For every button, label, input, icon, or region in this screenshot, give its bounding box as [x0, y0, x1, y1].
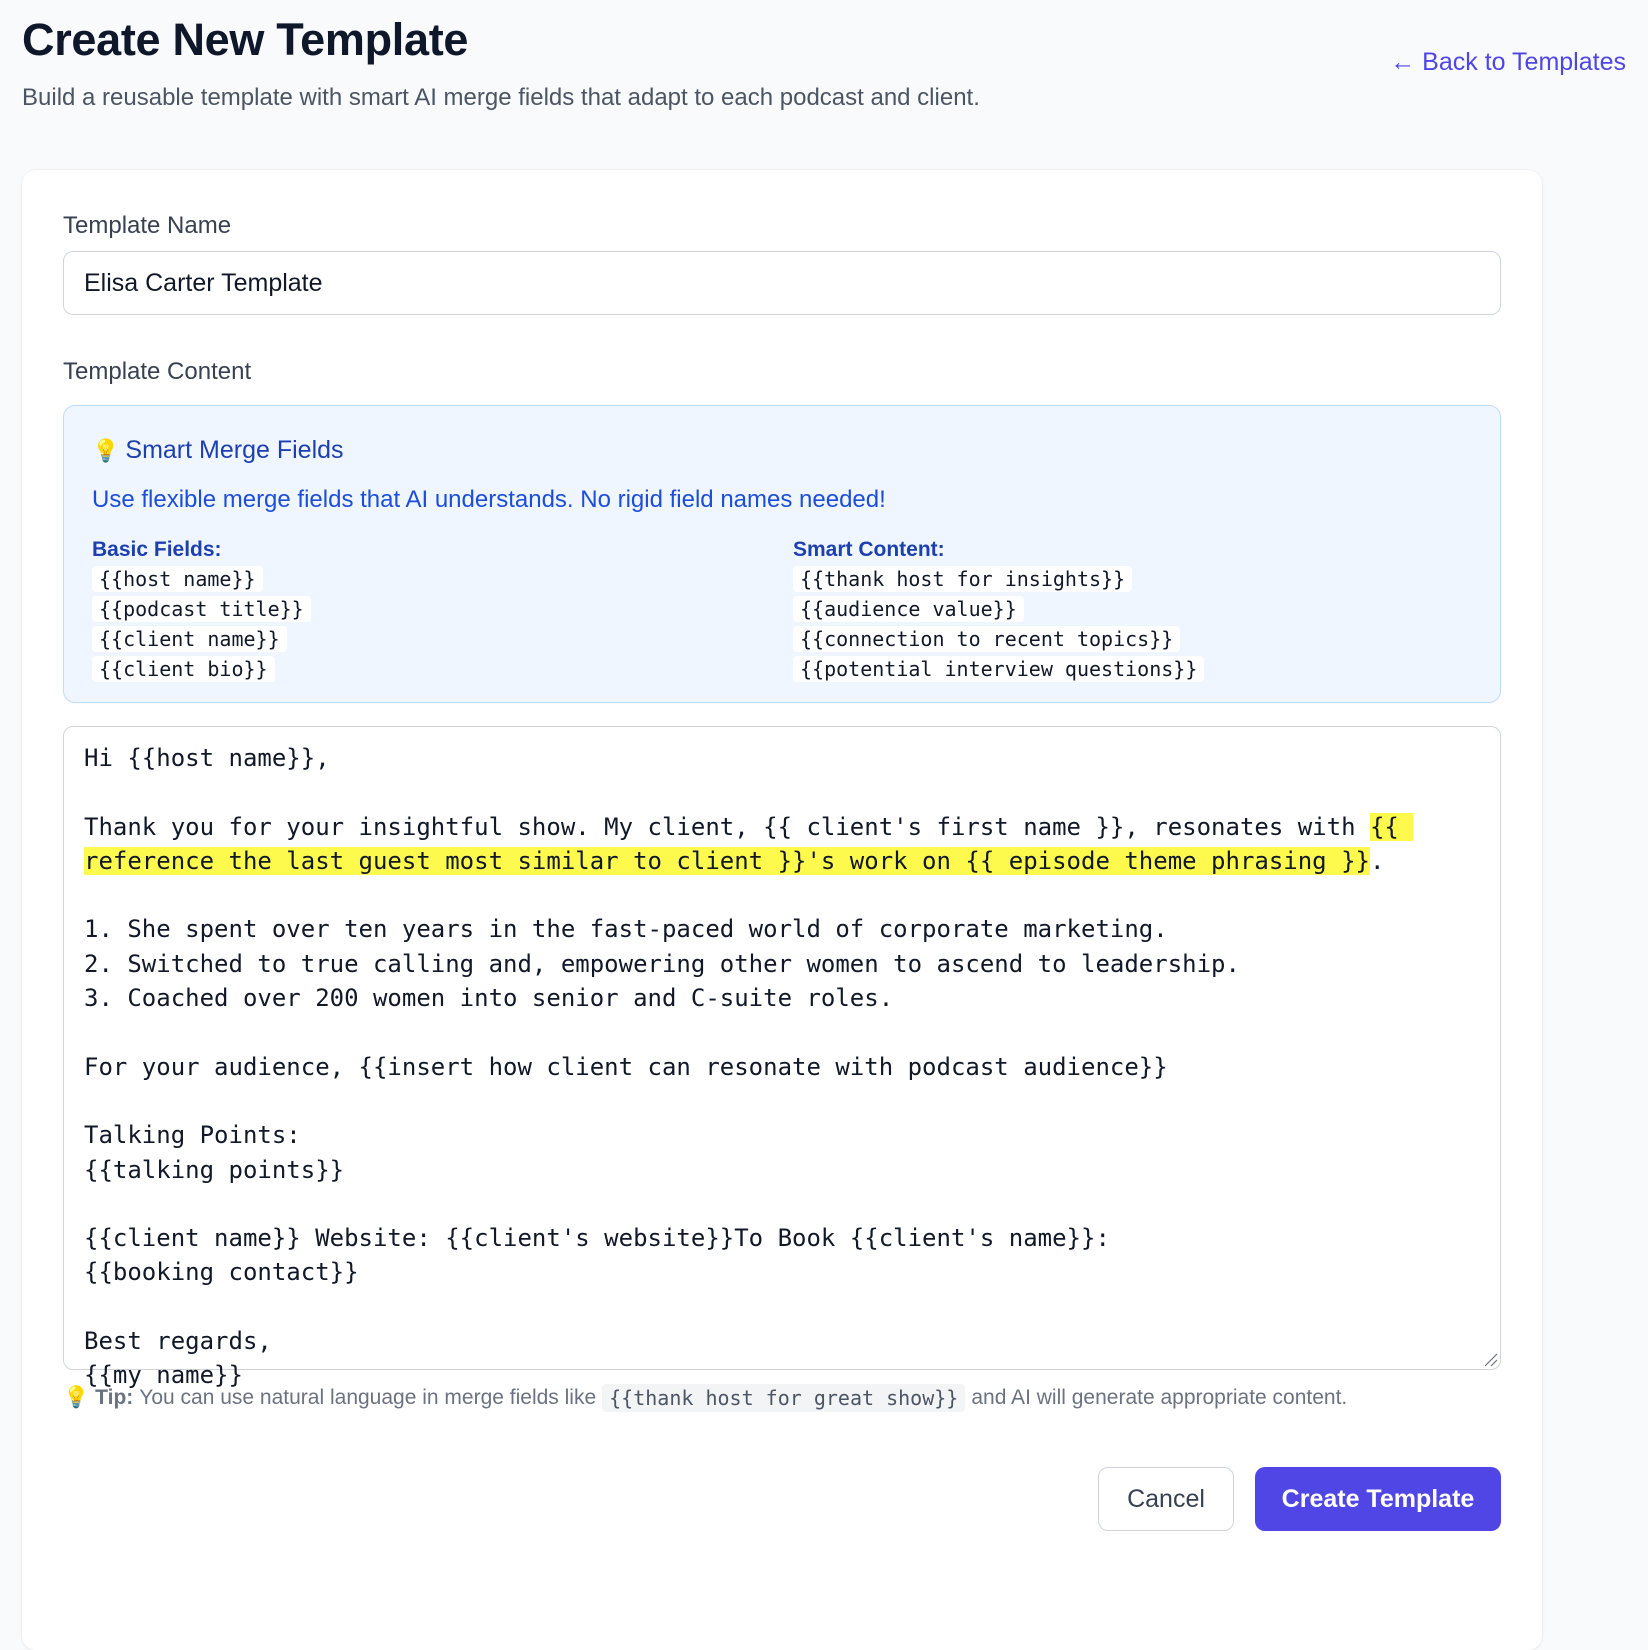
cancel-button[interactable]: Cancel [1098, 1467, 1234, 1531]
tip-example: {{thank host for great show}} [602, 1384, 965, 1412]
basic-fields-title: Basic Fields: [92, 538, 222, 561]
merge-field-chip: {{podcast title}} [92, 596, 311, 622]
template-content-label: Template Content [63, 358, 252, 385]
basic-fields-list [92, 564, 311, 684]
highlighted-merge-field: {{ reference the last guest most similar to client }}'s work on {{ episode theme phrasing }} [84, 812, 1414, 875]
merge-field-chip: {{potential interview questions}} [793, 656, 1204, 682]
merge-field-chip: {{client name}} [92, 626, 287, 652]
merge-field-chip: {{thank host for insights}} [793, 566, 1132, 592]
lightbulb-icon: 💡 [92, 437, 120, 463]
smart-merge-fields-heading [92, 436, 344, 465]
page-subtitle: Build a reusable template with smart AI merge fields that adapt to each podcast and client. [22, 84, 980, 111]
smart-merge-fields-title: Smart Merge Fields [125, 436, 344, 464]
smart-content-list [793, 564, 1204, 684]
basic-fields-column [92, 538, 311, 684]
merge-field-chip: {{host name}} [92, 566, 263, 592]
tip-text [63, 1384, 1347, 1412]
back-to-templates-link[interactable]: ← Back to Templates [1390, 48, 1626, 76]
tip-label: Tip: [95, 1386, 134, 1409]
create-template-button[interactable]: Create Template [1255, 1467, 1501, 1531]
smart-merge-fields-description: Use flexible merge fields that AI understands. No rigid field names needed! [92, 486, 886, 513]
smart-merge-fields-panel [63, 405, 1501, 703]
merge-field-chip: {{connection to recent topics}} [793, 626, 1180, 652]
lightbulb-icon: 💡 [63, 1386, 90, 1409]
smart-content-title: Smart Content: [793, 538, 945, 561]
tip-text-before: You can use natural language in merge fields like [139, 1386, 597, 1409]
template-content-editor[interactable] [63, 726, 1501, 1390]
smart-content-column [793, 538, 1204, 684]
template-name-label: Template Name [63, 212, 232, 239]
resize-handle-icon[interactable] [1482, 1351, 1498, 1367]
merge-field-chip: {{client bio}} [92, 656, 275, 682]
template-name-input[interactable] [63, 251, 1501, 315]
template-content-text[interactable]: Hi {{host name}}, Thank you for your insightful show. My client, {{ client's first name }}, resonates with {{ reference the last guest most similar to client }}'s work on {{ episode theme phrasing }}. 1. She spent over ten years in the fast-paced world of corporate marketing. 2. Switched to true calling and, empowering other women to ascend to leadership. 3. Coached over 200 women into senior and C-suite roles. For your audience, {{insert how client can resonate with podcast audience}} Talking Points: {{talking points}} {{client name}} Website: {{client's website}}To Book {{client's name}}: {{booking contact}} Best regards, {{my name}} [84, 744, 1414, 1390]
merge-field-chip: {{audience value}} [793, 596, 1024, 622]
tip-text-after: and AI will generate appropriate content. [971, 1386, 1348, 1409]
page-title: Create New Template [22, 14, 469, 65]
